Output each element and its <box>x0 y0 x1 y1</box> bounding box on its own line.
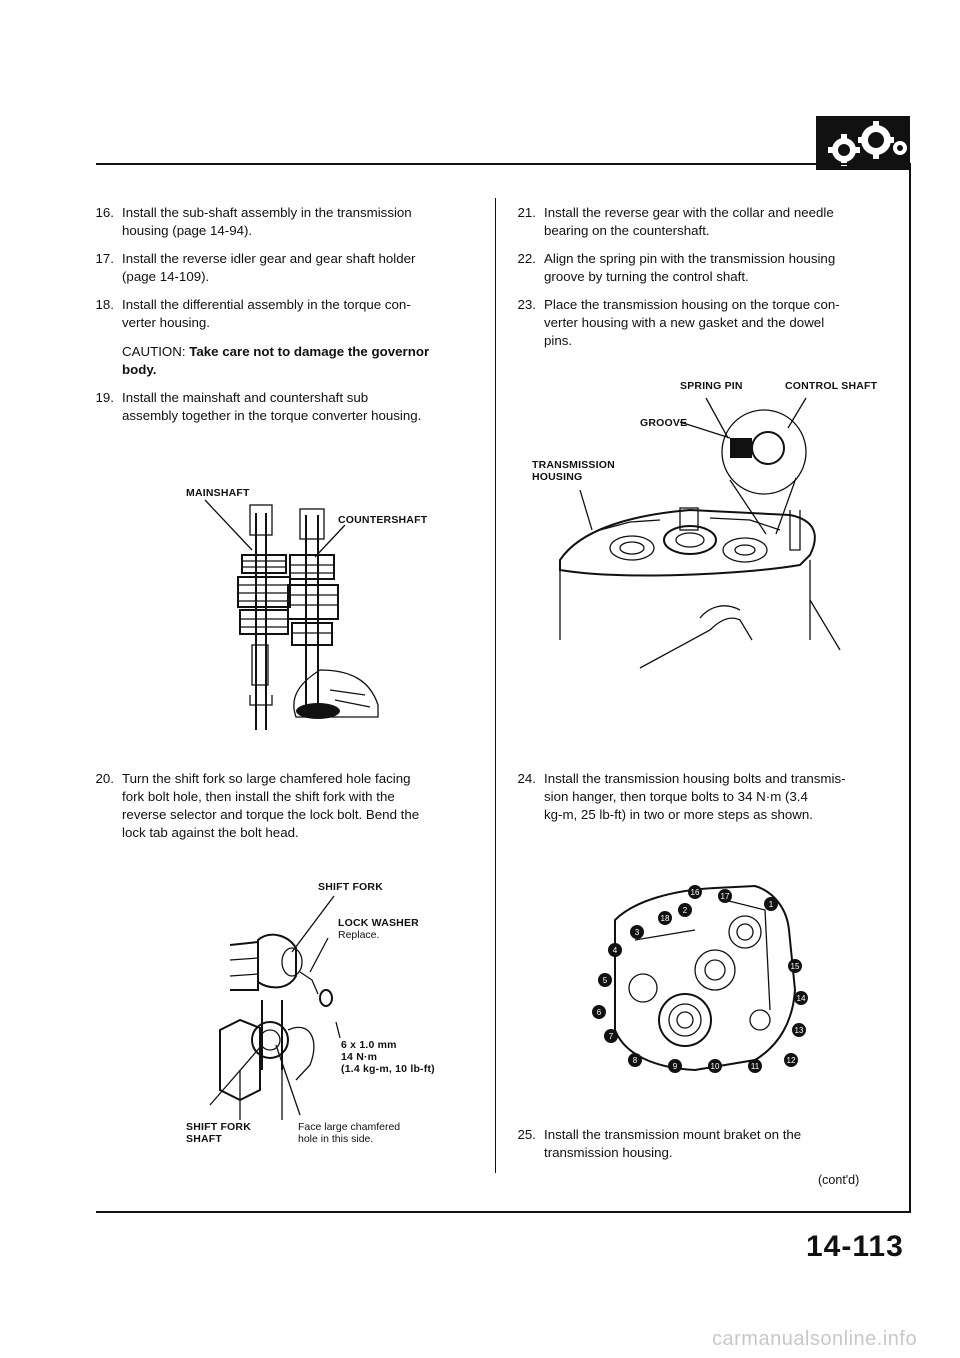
label-groove: GROOVE <box>640 417 688 429</box>
svg-text:3: 3 <box>634 928 640 937</box>
svg-text:14: 14 <box>796 994 806 1003</box>
svg-text:16: 16 <box>690 888 700 897</box>
label-transmission-housing: TRANSMISSION HOUSING <box>532 459 615 483</box>
svg-text:11: 11 <box>750 1062 760 1071</box>
continued-note: (cont'd) <box>818 1173 860 1187</box>
label-replace: Replace. <box>338 929 380 941</box>
bolt-marker-11 <box>748 1059 762 1073</box>
step-19: 19. Install the mainshaft and countershaft sub assembly together in the torque converter housing. <box>95 390 422 423</box>
bolt-marker-1 <box>764 897 778 911</box>
bolt-marker-12 <box>784 1053 798 1067</box>
label-face-note: Face large chamfered hole in this side. <box>298 1121 401 1145</box>
shafts-illustration <box>200 495 400 745</box>
bolt-marker-7 <box>604 1029 618 1043</box>
step-16: 16. Install the sub-shaft assembly in the transmission housing (page 14-94). <box>95 205 412 238</box>
step-25: 25. Install the transmission mount braket on the transmission housing. <box>517 1127 802 1160</box>
svg-text:17: 17 <box>720 892 730 901</box>
step-18: 18. Install the differential assembly in the torque con- verter housing. <box>95 297 411 330</box>
svg-text:4: 4 <box>612 946 618 955</box>
bolt-marker-15 <box>788 959 802 973</box>
bolt-marker-4 <box>608 943 622 957</box>
svg-text:15: 15 <box>790 962 800 971</box>
header-rule <box>96 163 910 165</box>
step-17: 17. Install the reverse idler gear and gear shaft holder (page 14-109). <box>95 251 416 284</box>
bolt-marker-2 <box>678 903 692 917</box>
step-21: 21. Install the reverse gear with the collar and needle bearing on the countershaft. <box>517 205 834 238</box>
svg-text:8: 8 <box>632 1056 638 1065</box>
bolt-marker-5 <box>598 973 612 987</box>
step-24: 24. Install the transmission housing bolts and transmis- sion hanger, then torque bolts to 34 N·m (3.4 kg-m, 25 lb-ft) in two or more steps as shown. <box>517 771 846 822</box>
label-control-shaft: CONTROL SHAFT <box>785 380 878 392</box>
bolt-marker-18 <box>658 911 672 925</box>
label-spring-pin: SPRING PIN <box>680 380 743 392</box>
svg-text:1: 1 <box>768 900 774 909</box>
svg-text:18: 18 <box>660 914 670 923</box>
label-shift-fork: SHIFT FORK <box>318 881 383 893</box>
bolt-marker-14 <box>794 991 808 1005</box>
bolt-marker-9 <box>668 1059 682 1073</box>
svg-text:9: 9 <box>672 1062 678 1071</box>
right-border <box>909 163 911 1213</box>
bolt-marker-3 <box>630 925 644 939</box>
step-20: 20. Turn the shift fork so large chamfered hole facing fork bolt hole, then install the shift fork with the reverse selector and torque the lock bolt. Bend the lock tab against the bolt head. <box>95 771 420 840</box>
center-divider <box>495 198 496 1173</box>
svg-text:2: 2 <box>682 906 688 915</box>
label-bolt-size: 6 x 1.0 mm <box>341 1039 397 1051</box>
bolt-marker-10 <box>708 1059 722 1073</box>
label-torque-nm: 14 N·m <box>341 1051 378 1063</box>
footer-rule <box>96 1211 910 1213</box>
label-shift-fork-shaft: SHIFT FORK SHAFT <box>186 1121 251 1145</box>
bolt-marker-8 <box>628 1053 642 1067</box>
watermark: carmanualsonline.info <box>712 1328 918 1350</box>
svg-text:12: 12 <box>786 1056 796 1065</box>
label-torque-alt: (1.4 kg-m, 10 lb-ft) <box>341 1063 435 1075</box>
svg-text:5: 5 <box>602 976 608 985</box>
step-23: 23. Place the transmission housing on the torque con- verter housing with a new gasket and the dowel pins. <box>517 297 840 348</box>
shift-fork-illustration <box>200 890 430 1125</box>
caution-note: CAUTION: Take care not to damage the governor body. <box>122 344 430 377</box>
label-countershaft: COUNTERSHAFT <box>338 514 428 526</box>
label-mainshaft: MAINSHAFT <box>186 487 250 499</box>
housing-illustration <box>540 390 870 690</box>
bolt-marker-16 <box>688 885 702 899</box>
svg-text:13: 13 <box>794 1026 804 1035</box>
label-lock-washer: LOCK WASHER <box>338 917 419 929</box>
svg-text:6: 6 <box>596 1008 602 1017</box>
svg-text:7: 7 <box>608 1032 614 1041</box>
bolt-marker-17 <box>718 889 732 903</box>
bolt-sequence-diagram <box>575 870 835 1090</box>
gear-icon <box>816 116 910 170</box>
step-22: 22. Align the spring pin with the transmission housing groove by turning the control shaft. <box>517 251 836 284</box>
page-number: 14-113 <box>806 1230 904 1263</box>
svg-text:10: 10 <box>710 1062 720 1071</box>
bolt-marker-13 <box>792 1023 806 1037</box>
bolt-marker-6 <box>592 1005 606 1019</box>
